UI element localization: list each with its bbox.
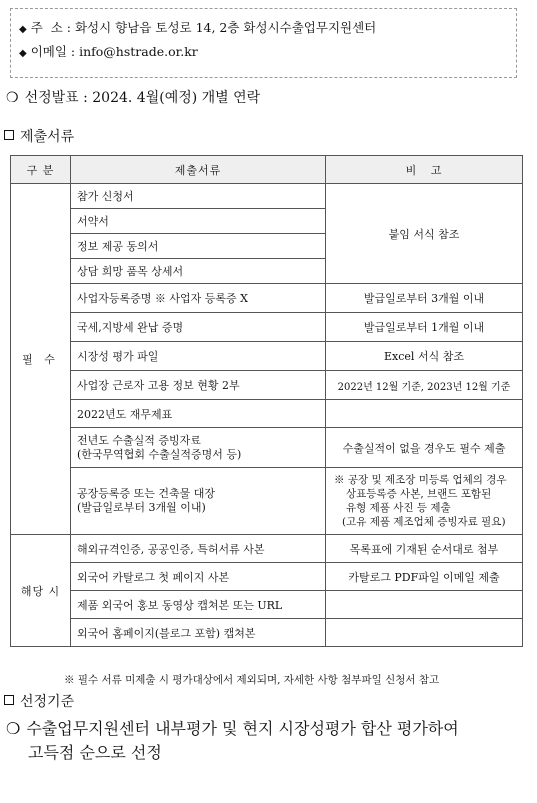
table-row bbox=[11, 468, 523, 535]
doc-cell: 공장등록증 또는 건축물 대장 (발급일로부터 3개월 이내) bbox=[71, 468, 326, 535]
diamond-bullet-icon: ◆ bbox=[19, 24, 27, 35]
merged-note-cell: 붙임 서식 참조 bbox=[326, 184, 523, 284]
note-cell bbox=[326, 619, 523, 647]
table-row bbox=[11, 400, 523, 428]
doc-cell: 참가 신청서 bbox=[71, 184, 326, 209]
announcement bbox=[6, 87, 260, 107]
note-cell bbox=[326, 400, 523, 428]
table-row bbox=[11, 313, 523, 342]
criteria-text bbox=[6, 717, 526, 765]
doc-cell: 외국어 카탈로그 첫 페이지 사본 bbox=[71, 563, 326, 591]
table-row bbox=[11, 619, 523, 647]
note-cell: 수출실적이 없을 경우도 필수 제출 bbox=[326, 428, 523, 468]
address-value: 화성시 향남읍 토성로 14, 2층 화성시수출업무지원센터 bbox=[74, 20, 377, 35]
header-documents: 제출서류 bbox=[71, 156, 326, 184]
criteria-section-title: 선정기준 bbox=[4, 691, 74, 711]
table-row bbox=[11, 591, 523, 619]
email-label: 이메일 bbox=[30, 44, 67, 59]
doc-cell: 전년도 수출실적 증빙자료 (한국무역협회 수출실적증명서 등) bbox=[71, 428, 326, 468]
note-cell: 목록표에 기재된 순서대로 첨부 bbox=[326, 535, 523, 563]
square-bullet-icon bbox=[4, 130, 14, 140]
email-value: info@hstrade.or.kr bbox=[79, 44, 198, 59]
doc-cell: 2022년도 재무제표 bbox=[71, 400, 326, 428]
doc-cell: 제품 외국어 홍보 동영상 캡쳐본 또는 URL bbox=[71, 591, 326, 619]
address-line: ◆ 주 소 : 화성시 향남읍 토성로 14, 2층 화성시수출업무지원센터 bbox=[19, 16, 508, 40]
table-row bbox=[11, 284, 523, 313]
table-header-row bbox=[11, 156, 523, 184]
table-row bbox=[11, 371, 523, 400]
table-row bbox=[11, 563, 523, 591]
table-row bbox=[11, 184, 523, 209]
note-cell bbox=[326, 591, 523, 619]
square-bullet-icon bbox=[4, 695, 14, 705]
footnote: ※ 필수 서류 미제출 시 평가대상에서 제외되며, 자세한 사항 첨부파일 신청서 참고 bbox=[64, 674, 440, 686]
doc-cell: 정보 제공 동의서 bbox=[71, 234, 326, 259]
table-row bbox=[11, 535, 523, 563]
documents-table bbox=[10, 155, 523, 647]
doc-cell: 외국어 홈페이지(블로그 포함) 캡쳐본 bbox=[71, 619, 326, 647]
email-line: ◆ 이메일 : info@hstrade.or.kr bbox=[19, 40, 508, 64]
announcement-text: 선정발표 : 2024. 4월(예정) 개별 연락 bbox=[24, 90, 261, 106]
note-cell: 2022년 12월 기준, 2023년 12월 기준 bbox=[326, 371, 523, 400]
header-category: 구 분 bbox=[11, 156, 71, 184]
doc-cell: 해외규격인증, 공공인증, 특허서류 사본 bbox=[71, 535, 326, 563]
diamond-bullet-icon: ◆ bbox=[19, 48, 27, 59]
table-row bbox=[11, 342, 523, 371]
doc-cell: 상담 희망 품목 상세서 bbox=[71, 259, 326, 284]
required-category: 필 수 bbox=[11, 184, 71, 535]
note-cell: 발급일로부터 3개월 이내 bbox=[326, 284, 523, 313]
criteria-line-1: ❍ 수출업무지원센터 내부평가 및 현지 시장성평가 합산 평가하여 bbox=[6, 717, 526, 741]
doc-cell: 국세,지방세 완납 증명 bbox=[71, 313, 326, 342]
note-cell: 발급일로부터 1개월 이내 bbox=[326, 313, 523, 342]
applicable-category: 해당 시 bbox=[11, 535, 71, 647]
note-cell: Excel 서식 참조 bbox=[326, 342, 523, 371]
header-notes: 비 고 bbox=[326, 156, 523, 184]
note-cell: 카탈로그 PDF파일 이메일 제출 bbox=[326, 563, 523, 591]
doc-cell: 사업장 근로자 고용 정보 현황 2부 bbox=[71, 371, 326, 400]
circle-bullet-icon: ❍ bbox=[6, 719, 21, 738]
table-row bbox=[11, 428, 523, 468]
note-cell: ※ 공장 및 제조장 미등록 업체의 경우 상표등록증 사본, 브랜드 포함된 유형 제품 사진 등 제출 (고유 제품 제조업체 증빙자료 필요) bbox=[326, 468, 523, 535]
contact-box bbox=[10, 8, 517, 78]
documents-section-title: 제출서류 bbox=[4, 126, 74, 146]
doc-cell: 서약서 bbox=[71, 209, 326, 234]
circle-bullet-icon: ❍ bbox=[6, 90, 19, 106]
doc-cell: 시장성 평가 파일 bbox=[71, 342, 326, 371]
doc-cell: 사업자등록증명 ※ 사업자 등록증 X bbox=[71, 284, 326, 313]
criteria-line-2: 고득점 순으로 선정 bbox=[28, 743, 162, 762]
address-label: 주 소 bbox=[30, 20, 63, 35]
